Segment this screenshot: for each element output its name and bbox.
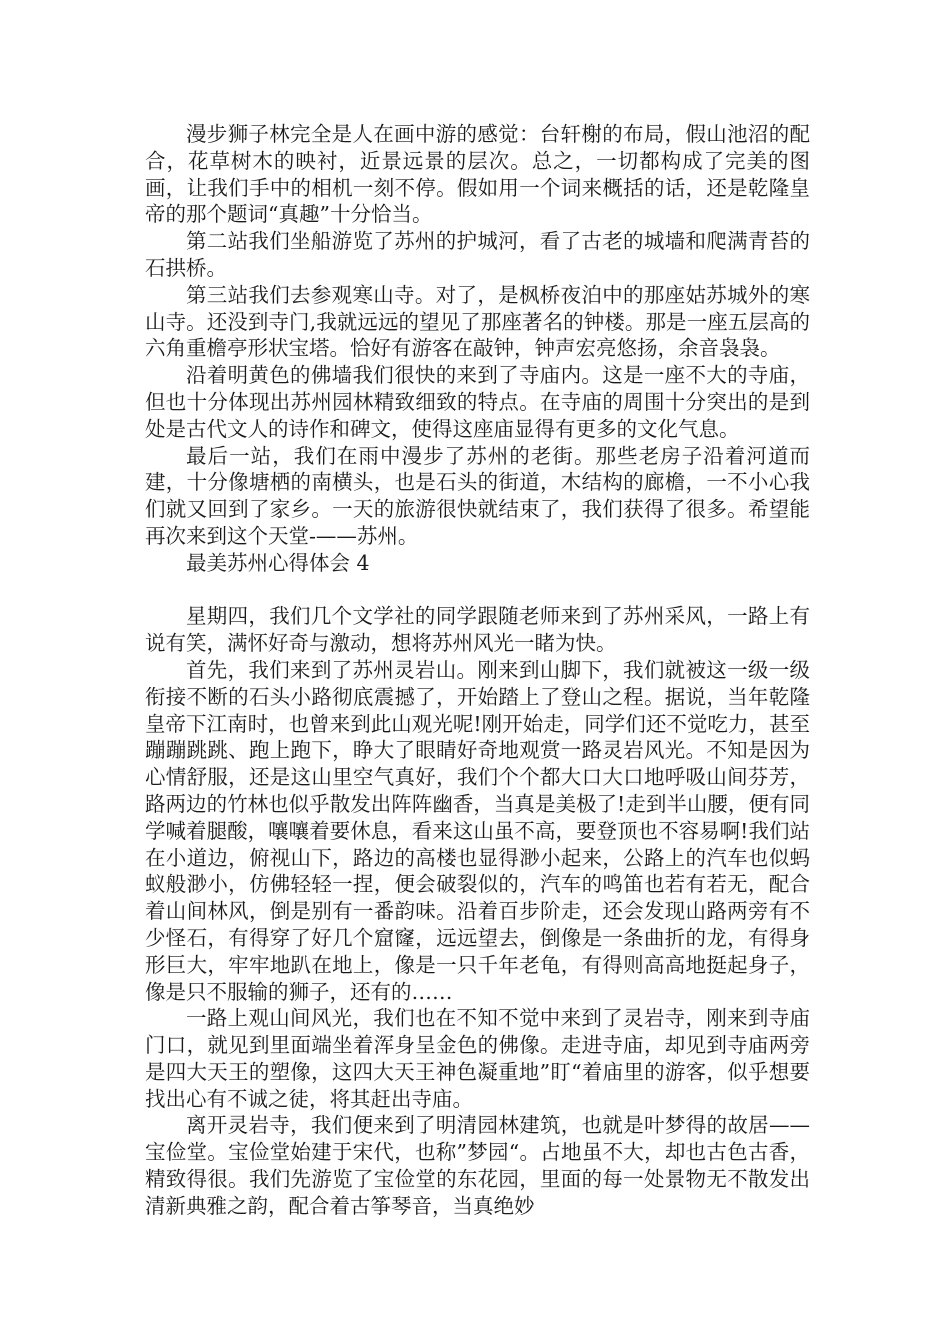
blank-line — [145, 577, 810, 604]
document-body — [145, 121, 810, 1220]
paragraph-hanshan-temple: 第三站我们去参观寒山寺。对了，是枫桥夜泊中的那座姑苏城外的寒山寺。还没到寺门,我就远远的望见了那座著名的钟楼。那是一座五层高的六角重檐亭形状宝塔。恰好有游客在敲钟，钟声宏亮悠扬，余音袅袅。 — [145, 282, 810, 361]
paragraph-second-stop: 第二站我们坐船游览了苏州的护城河，看了古老的城墙和爬满青苔的石拱桥。 — [145, 229, 810, 280]
paragraph-thursday: 星期四，我们几个文学社的同学跟随老师来到了苏州采风，一路上有说有笑，满怀好奇与激动，想将苏州风光一睹为快。 — [145, 604, 810, 656]
paragraph-lingyan-temple: 一路上观山间风光，我们也在不知不觉中来到了灵岩寺，刚来到寺庙门口，就见到里面端坐着浑身呈金色的佛像。走进寺庙，却见到寺庙两旁是四大天王的塑像，这四大天王神色凝重地”盯“着庙里的游客，似乎想要找出心有不诚之徒，将其赶出寺庙。 — [145, 1006, 810, 1111]
paragraph-baojian-hall: 离开灵岩寺，我们便来到了明清园林建筑，也就是叶梦得的故居——宝俭堂。宝俭堂始建于宋代，也称”梦园“。占地虽不大，却也古色古香，精致得很。我们先游览了宝俭堂的东花园，里面的每一处景物无不散发出清新典雅之韵，配合着古筝琴音，当真绝妙 — [145, 1113, 810, 1218]
paragraph-lion-grove: 漫步狮子林完全是人在画中游的感觉：台轩榭的布局，假山池沼的配合，花草树木的映衬，近景远景的层次。总之，一切都构成了完美的图画，让我们手中的相机一刻不停。假如用一个词来概括的话，还是乾隆皇帝的那个题词“真趣”十分恰当。 — [145, 122, 810, 227]
paragraph-temple-interior: 沿着明黄色的佛墙我们很快的来到了寺庙内。这是一座不大的寺庙，但也十分体现出苏州园林精致细致的特点。在寺庙的周围十分突出的是到处是古代文人的诗作和碑文，使得这座庙显得有更多的文化气息。 — [145, 363, 810, 441]
paragraph-lingyan-mountain: 首先，我们来到了苏州灵岩山。刚来到山脚下，我们就被这一级一级衔接不断的石头小路彻底震撼了，开始踏上了登山之程。据说，当年乾隆皇帝下江南时，也曾来到此山观光呢!刚开始走，同学们还不觉吃力，甚至蹦蹦跳跳、跑上跑下，睁大了眼睛好奇地观赏一路灵岩风光。不知是因为心情舒服，还是这山里空气真好，我们个个都大口大口地呼吸山间芬芳，路两边的竹林也似乎散发出阵阵幽香，当真是美极了!走到半山腰，便有同学喊着腿酸，嚷嚷着要休息，看来这山虽不高，要登顶也不容易啊!我们站在小道边，俯视山下，路边的高楼也显得渺小起来，公路上的汽车也似蚂蚁般渺小，仿佛轻轻一捏，便会破裂似的，汽车的鸣笛也若有若无，配合着山间林风，倒是别有一番韵味。沿着百步阶走，还会发现山路两旁有不少怪石，有得穿了好几个窟窿，远远望去，倒像是一条曲折的龙，有得身形巨大，牢牢地趴在地上，像是一只千年老龟，有得则高高地挺起身子，像是只不服输的狮子，还有的…… — [145, 657, 810, 1004]
paragraph-old-street: 最后一站，我们在雨中漫步了苏州的老街。那些老房子沿着河道而建，十分像塘栖的南横头，也是石头的街道，木结构的廊檐，一不小心我们就又回到了家乡。一天的旅游很快就结束了，我们获得了很多。希望能再次来到这个天堂-——苏州。 — [145, 443, 810, 548]
section-title: 最美苏州心得体会 4 — [186, 550, 370, 575]
